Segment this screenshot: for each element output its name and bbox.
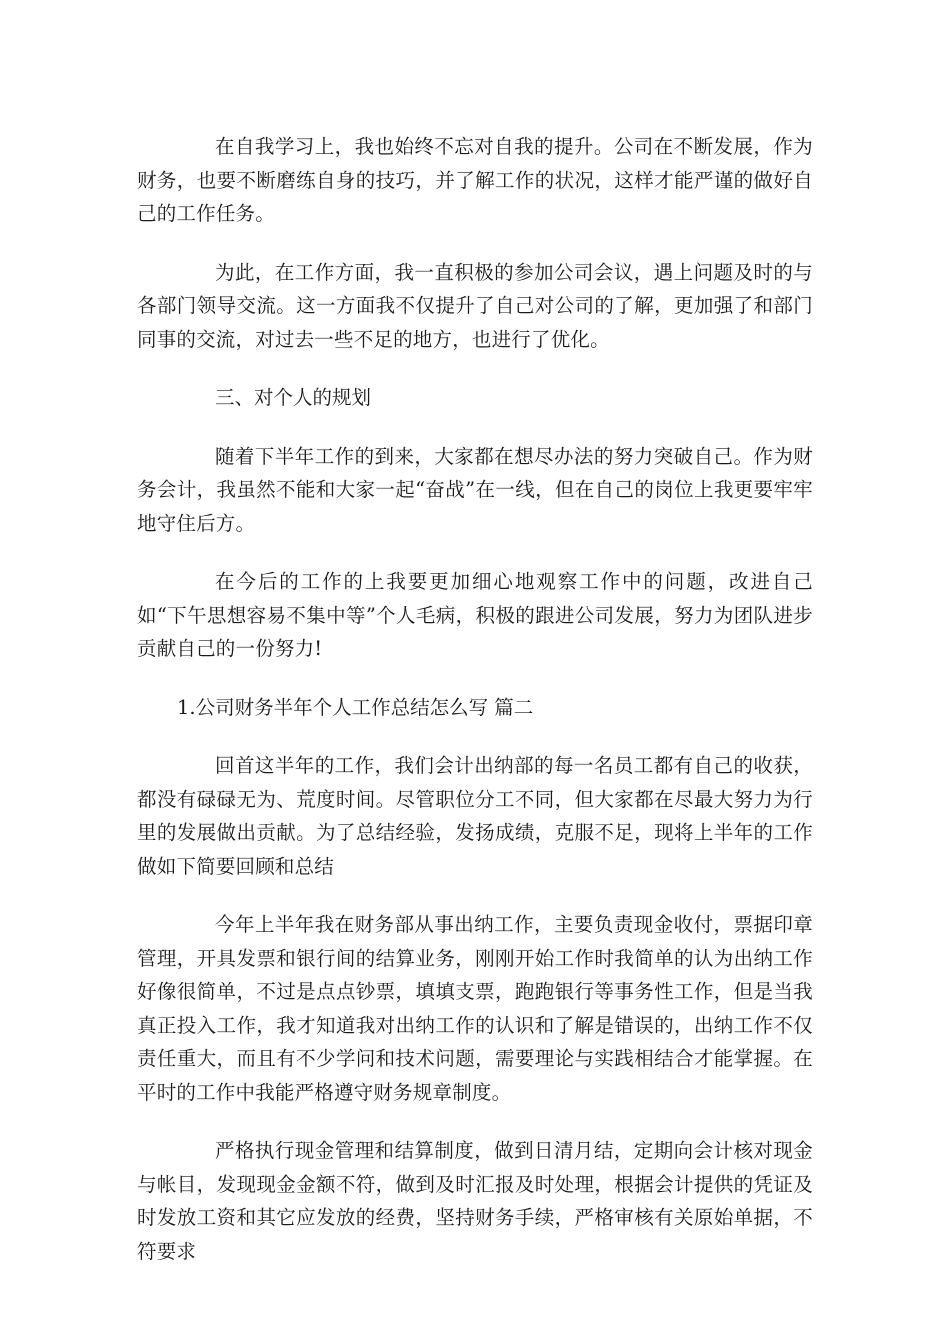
paragraph: 在自我学习上，我也始终不忘对自我的提升。公司在不断发展，作为财务，也要不断磨练自身的技巧，并了解工作的状况，这样才能严谨的做好自己的工作任务。 <box>137 135 813 225</box>
paragraph: 回首这半年的工作，我们会计出纳部的每一名员工都有自己的收获，都没有碌碌无为、荒度时间。尽管职位分工不同，但大家都在尽最大努力为行里的发展做出贡献。为了总结经验，发扬成绩，克服不足，现将上半年的工作做如下简要回顾和总结 <box>137 754 813 878</box>
document-body <box>137 130 813 1293</box>
article-title: 1.公司财务半年个人工作总结怎么写 篇二 <box>177 695 534 719</box>
paragraph: 今年上半年我在财务部从事出纳工作，主要负责现金收付，票据印章管理，开具发票和银行间的结算业务，刚刚开始工作时我简单的认为出纳工作好像很简单，不过是点点钞票，填填支票，跑跑银行等事务性工作，但是当我真正投入工作，我才知道我对出纳工作的认识和了解是错误的，出纳工作不仅责任重大，而且有不少学问和技术问题，需要理论与实践相结合才能掌握。在平时的工作中我能严格遵守财务规章制度。 <box>137 913 813 1104</box>
paragraph: 在今后的工作的上我要更加细心地观察工作中的问题，改进自己如“下午思想容易不集中等”个人毛病，积极的跟进公司发展，努力为团队进步贡献自己的一份努力! <box>137 570 813 660</box>
paragraph: 严格执行现金管理和结算制度，做到日清月结，定期向会计核对现金与帐目，发现现金金额不符，做到及时汇报及时处理，根据会计提供的凭证及时发放工资和其它应发放的经费，坚持财务手续，严格审核有关原始单据，不符要求 <box>137 1139 813 1263</box>
paragraph: 为此，在工作方面，我一直积极的参加公司会议，遇上问题及时的与各部门领导交流。这一方面我不仅提升了自己对公司的了解，更加强了和部门同事的交流，对过去一些不足的地方，也进行了优化。 <box>137 260 813 351</box>
section-heading: 三、对个人的规划 <box>215 386 372 409</box>
paragraph: 随着下半年工作的到来，大家都在想尽办法的努力突破自己。作为财务会计，我虽然不能和大家一起“奋战”在一线，但在自己的岗位上我更要牢牢地守住后方。 <box>137 444 813 535</box>
